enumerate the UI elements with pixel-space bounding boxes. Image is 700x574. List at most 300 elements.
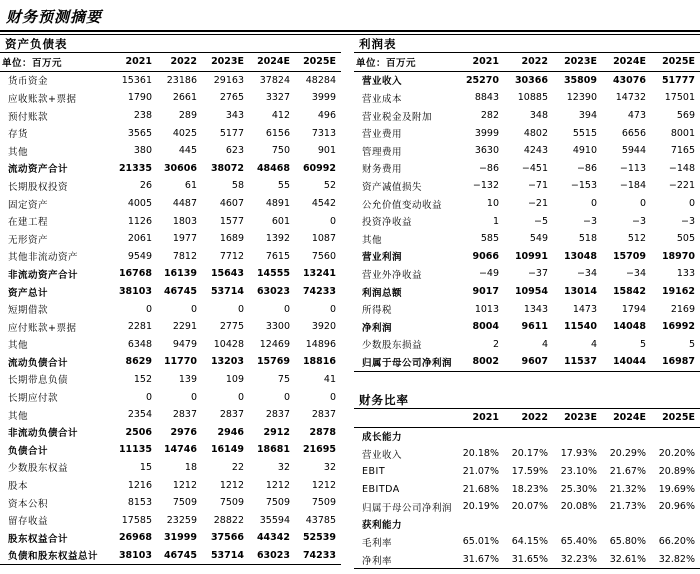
cell-value: 1689 [219, 233, 244, 245]
cell-value: 14555 [256, 268, 290, 280]
cell-value: 412 [271, 110, 290, 122]
cell-value: 16987 [651, 353, 700, 371]
table-row [354, 283, 700, 301]
row-label: 其他 [8, 146, 29, 158]
cell-value: 1212 [311, 479, 336, 491]
cell-value: 901 [317, 145, 336, 157]
cell-value: 109 [225, 373, 244, 385]
row-label: EBITDA [362, 483, 400, 495]
cell-value: 549 [529, 233, 548, 245]
cell-value: 623 [225, 145, 244, 157]
cell-value: 1212 [172, 479, 197, 491]
table-row [354, 124, 700, 142]
cell-value: 41 [323, 373, 336, 385]
table-row [354, 551, 700, 569]
cell-value: 14732 [615, 92, 646, 104]
cell-value: 15 [139, 461, 152, 473]
row-label: 固定资产 [8, 199, 49, 211]
cell-value: 4487 [172, 198, 197, 210]
cell-value: 18 [184, 461, 197, 473]
ratios-table [354, 408, 700, 569]
table-row [0, 212, 341, 230]
cell-value: 20.89% [658, 466, 695, 478]
cell-value: 11540 [563, 321, 597, 333]
cell-value: 4542 [311, 198, 336, 210]
table-row [354, 71, 700, 89]
table-header-row [354, 409, 700, 428]
cell-value: 74233 [295, 547, 341, 565]
cell-value: 2946 [217, 426, 244, 438]
cell-value: 31.67% [458, 551, 504, 569]
row-label: 财务费用 [362, 164, 403, 176]
cell-value [602, 427, 651, 445]
cell-value: 6656 [621, 127, 646, 139]
row-label: 留存收益 [8, 516, 49, 528]
cell-value: 46745 [157, 547, 202, 565]
cell-value: 348 [529, 110, 548, 122]
column-header: 2023E [553, 53, 602, 72]
cell-value: 20.18% [462, 448, 499, 460]
cell-value: 15709 [612, 250, 646, 262]
cell-value: 14896 [305, 338, 336, 350]
cell-value: 23.10% [560, 466, 597, 478]
row-label: 获利能力 [362, 520, 403, 532]
cell-value: 4802 [523, 127, 548, 139]
cell-value: 9611 [521, 321, 548, 333]
cell-value: 1803 [172, 215, 197, 227]
cell-value: 31999 [163, 532, 197, 544]
page-title-bar [0, 6, 700, 32]
table-row [354, 353, 700, 371]
cell-value: 14044 [602, 353, 651, 371]
cell-value: 19162 [661, 286, 695, 298]
row-label: 净利率 [354, 551, 458, 569]
table-row [0, 459, 341, 477]
row-label: 公允价值变动收益 [362, 199, 443, 211]
cell-value: 2291 [172, 321, 197, 333]
table-row [354, 300, 700, 318]
cell-value: 18.23% [511, 483, 548, 495]
cell-value [504, 516, 553, 534]
cell-value: 569 [676, 110, 695, 122]
cell-value: 7509 [172, 497, 197, 509]
cell-value: 2506 [125, 426, 152, 438]
table-row [354, 318, 700, 336]
table-row [0, 388, 341, 406]
cell-value: 25.30% [560, 483, 597, 495]
cell-value: 16139 [163, 268, 197, 280]
cell-value: 14746 [163, 444, 197, 456]
column-header: 2025E [295, 53, 341, 72]
row-label: 营业成本 [362, 93, 403, 105]
cell-value: 0 [190, 303, 197, 315]
cell-value: 1212 [219, 479, 244, 491]
cell-value: 15842 [612, 286, 646, 298]
cell-value: 32 [323, 461, 336, 473]
cell-value: 5944 [621, 145, 646, 157]
cell-value: 4005 [127, 198, 152, 210]
cell-value: 12469 [259, 338, 290, 350]
table-row [0, 265, 341, 283]
income-statement-table [354, 52, 700, 372]
row-label: 短期借款 [8, 305, 49, 317]
cell-value: 2976 [170, 426, 197, 438]
row-label: 投资净收益 [362, 217, 413, 229]
table-row [354, 463, 700, 481]
column-header: 2025E [651, 53, 700, 72]
cell-value: −132 [472, 180, 499, 192]
cell-value: −184 [619, 180, 646, 192]
row-label: 其他非流动资产 [8, 252, 79, 264]
cell-value: 473 [627, 110, 646, 122]
cell-value: 13241 [302, 268, 336, 280]
cell-value: 2 [492, 338, 499, 350]
cell-value: 2837 [265, 409, 290, 421]
cell-value: 20.29% [609, 448, 646, 460]
table-row [354, 445, 700, 463]
row-label: 利润总额 [362, 287, 403, 299]
cell-value: 52 [323, 180, 336, 192]
table-row [0, 195, 341, 213]
row-label: 归属于母公司净利润 [354, 353, 458, 371]
cell-value: 28822 [213, 514, 244, 526]
cell-value: 1392 [265, 233, 290, 245]
row-label: 少数股东损益 [362, 340, 423, 352]
cell-value: −21 [527, 198, 548, 210]
cell-value: 13048 [563, 250, 597, 262]
cell-value: 52539 [302, 532, 336, 544]
cell-value: 20.19% [462, 501, 499, 513]
cell-value: 8629 [125, 356, 152, 368]
title-divider-thin [0, 34, 700, 35]
cell-value: 1577 [219, 215, 244, 227]
cell-value: 2281 [127, 321, 152, 333]
cell-value: 43076 [612, 74, 646, 86]
cell-value: 1013 [474, 303, 499, 315]
cell-value: 51777 [661, 74, 695, 86]
cell-value: 53714 [210, 286, 244, 298]
ratios-panel [354, 392, 700, 569]
cell-value: 18816 [302, 356, 336, 368]
cell-value: 38103 [112, 547, 157, 565]
income-statement-title: 利润表 [359, 37, 397, 51]
row-label: 预付账款 [8, 111, 49, 123]
cell-value: 21335 [118, 162, 152, 174]
table-row [0, 283, 341, 301]
table-row [354, 230, 700, 248]
row-label: 管理费用 [362, 146, 403, 158]
table-row [0, 423, 341, 441]
cell-value: 1790 [127, 92, 152, 104]
row-label: 营业收入 [362, 449, 403, 461]
cell-value: 9607 [504, 353, 553, 371]
cell-value: 30606 [163, 162, 197, 174]
table-row [0, 71, 341, 89]
cell-value: 1212 [265, 479, 290, 491]
cell-value: 17585 [121, 514, 152, 526]
cell-value: 75 [277, 373, 290, 385]
table-row [0, 300, 341, 318]
table-row [0, 547, 341, 565]
cell-value: 445 [178, 145, 197, 157]
cell-value: 20.08% [560, 501, 597, 513]
cell-value: 37824 [259, 74, 290, 86]
cell-value: −3 [680, 215, 695, 227]
cell-value: 63023 [249, 547, 295, 565]
cell-value: 7712 [219, 250, 244, 262]
cell-value: 505 [676, 233, 695, 245]
table-row [0, 230, 341, 248]
row-label: 营业费用 [362, 129, 403, 141]
cell-value: 11770 [163, 356, 197, 368]
cell-value: 7165 [670, 145, 695, 157]
cell-value: 5515 [572, 127, 597, 139]
cell-value: −34 [576, 268, 597, 280]
row-label: 无形资产 [8, 234, 49, 246]
cell-value: 3999 [311, 92, 336, 104]
table-row [0, 494, 341, 512]
cell-value: 10 [486, 198, 499, 210]
cell-value: 4607 [219, 198, 244, 210]
column-header: 2021 [458, 53, 504, 72]
row-label: 资产减值损失 [362, 181, 423, 193]
cell-value: 4025 [172, 127, 197, 139]
cell-value: 11135 [118, 444, 152, 456]
cell-value: 32.61% [602, 551, 651, 569]
cell-value: 394 [578, 110, 597, 122]
cell-value: −49 [478, 268, 499, 280]
cell-value: 32 [277, 461, 290, 473]
cell-value: 5 [639, 338, 646, 350]
cell-value: 16992 [661, 321, 695, 333]
cell-value: 10954 [514, 286, 548, 298]
cell-value: 22 [231, 461, 244, 473]
header-unit-label: 单位：百万元 [0, 53, 112, 72]
cell-value: 15361 [121, 74, 152, 86]
cell-value: 16149 [210, 444, 244, 456]
cell-value: 3999 [474, 127, 499, 139]
cell-value: 66.20% [658, 536, 695, 548]
cell-value: 4243 [523, 145, 548, 157]
cell-value: −34 [625, 268, 646, 280]
cell-value [504, 427, 553, 445]
cell-value [458, 427, 504, 445]
row-label: 净利润 [362, 322, 393, 334]
cell-value: 2837 [311, 409, 336, 421]
cell-value: 0 [237, 391, 244, 403]
cell-value: 750 [271, 145, 290, 157]
table-row [0, 511, 341, 529]
row-label: 货币资金 [8, 76, 49, 88]
column-header: 2023E [553, 409, 602, 428]
cell-value: 64.15% [511, 536, 548, 548]
table-row [0, 160, 341, 178]
cell-value: 0 [688, 198, 695, 210]
cell-value: 25270 [465, 74, 499, 86]
cell-value: 21.67% [609, 466, 646, 478]
cell-value: 496 [317, 110, 336, 122]
cell-value: 17.93% [560, 448, 597, 460]
table-header-row [0, 53, 341, 72]
table-row [0, 476, 341, 494]
cell-value: 9017 [472, 286, 499, 298]
cell-value: −221 [668, 180, 695, 192]
cell-value: 55 [277, 180, 290, 192]
cell-value: 20.96% [658, 501, 695, 513]
table-row [0, 177, 341, 195]
cell-value [651, 516, 700, 534]
cell-value: 23259 [166, 514, 197, 526]
cell-value: 1794 [621, 303, 646, 315]
cell-value: 139 [178, 373, 197, 385]
cell-value: 20.20% [658, 448, 695, 460]
cell-value: 61 [184, 180, 197, 192]
table-row [354, 142, 700, 160]
cell-value: 48284 [305, 74, 336, 86]
cell-value: 20.17% [511, 448, 548, 460]
cell-value: 3300 [265, 321, 290, 333]
page-title: 财务预测摘要 [6, 8, 103, 26]
cell-value: 21.68% [462, 483, 499, 495]
header-unit-label: 单位：百万元 [354, 53, 458, 72]
cell-value: 19.69% [658, 483, 695, 495]
cell-value: 26968 [118, 532, 152, 544]
cell-value [553, 427, 602, 445]
cell-value: 4891 [265, 198, 290, 210]
cell-value: 4 [590, 338, 597, 350]
cell-value: 2775 [219, 321, 244, 333]
column-header: 2021 [112, 53, 157, 72]
row-label: 股本 [8, 481, 29, 493]
cell-value: 1 [492, 215, 499, 227]
cell-value: 21.73% [609, 501, 646, 513]
row-label: 长期带息负债 [8, 375, 69, 387]
column-header: 2023E [202, 53, 249, 72]
cell-value: 12390 [566, 92, 597, 104]
cell-value: −3 [631, 215, 646, 227]
cell-value: 2061 [127, 233, 152, 245]
cell-value [458, 516, 504, 534]
cell-value: 26 [139, 180, 152, 192]
cell-value: 53714 [202, 547, 249, 565]
cell-value: 6348 [127, 338, 152, 350]
cell-value: 2878 [309, 426, 336, 438]
cell-value: 4910 [572, 145, 597, 157]
table-row [0, 336, 341, 354]
cell-value: 4 [541, 338, 548, 350]
table-row [0, 248, 341, 266]
cell-value: 60992 [302, 162, 336, 174]
cell-value: 2837 [172, 409, 197, 421]
cell-value: 2765 [219, 92, 244, 104]
cell-value: 14048 [612, 321, 646, 333]
cell-value: 3920 [311, 321, 336, 333]
cell-value: 65.80% [609, 536, 646, 548]
table-row [354, 89, 700, 107]
column-header: 2024E [602, 409, 651, 428]
table-row [0, 406, 341, 424]
table-row [0, 89, 341, 107]
cell-value: 16768 [118, 268, 152, 280]
cell-value [651, 427, 700, 445]
row-label: 少数股东权益 [8, 463, 69, 475]
cell-value: 35594 [259, 514, 290, 526]
row-label: 其他 [362, 234, 383, 246]
column-header: 2025E [651, 409, 700, 428]
cell-value: 585 [480, 233, 499, 245]
cell-value: 1087 [311, 233, 336, 245]
cell-value: 43785 [305, 514, 336, 526]
cell-value: 0 [145, 391, 152, 403]
cell-value: 15643 [210, 268, 244, 280]
cell-value: 3565 [127, 127, 152, 139]
row-label: 所得税 [362, 305, 393, 317]
table-row [0, 441, 341, 459]
cell-value: 518 [578, 233, 597, 245]
table-row [0, 529, 341, 547]
column-header: 2024E [602, 53, 651, 72]
cell-value: 65.40% [560, 536, 597, 548]
row-label: 其他 [8, 410, 29, 422]
title-divider [0, 30, 700, 32]
row-label: 成长能力 [362, 432, 403, 444]
cell-value: 289 [178, 110, 197, 122]
table-row [0, 353, 341, 371]
balance-sheet-panel [0, 36, 341, 565]
table-row [0, 142, 341, 160]
cell-value: 37566 [210, 532, 244, 544]
cell-value: 74233 [302, 286, 336, 298]
row-label: 流动负债合计 [8, 357, 69, 369]
table-row [354, 480, 700, 498]
cell-value: 15769 [256, 356, 290, 368]
table-header-row [354, 53, 700, 72]
cell-value: −71 [527, 180, 548, 192]
cell-value: 1343 [523, 303, 548, 315]
row-label: 应收账款+票据 [8, 93, 77, 105]
cell-value: 512 [627, 233, 646, 245]
cell-value: 0 [190, 391, 197, 403]
cell-value: 17501 [664, 92, 695, 104]
cell-value: −86 [478, 162, 499, 174]
column-header: 2022 [504, 53, 553, 72]
cell-value: 9479 [172, 338, 197, 350]
row-label: 长期应付款 [8, 393, 59, 405]
row-label: 非流动负债合计 [8, 428, 79, 440]
income-statement-panel [354, 36, 700, 372]
cell-value: 8153 [127, 497, 152, 509]
table-row [354, 498, 700, 516]
table-row [354, 427, 700, 445]
cell-value: 38072 [210, 162, 244, 174]
cell-value: 21.07% [462, 466, 499, 478]
cell-value: 44342 [256, 532, 290, 544]
row-label: 营业税金及附加 [362, 111, 433, 123]
cell-value: −153 [570, 180, 597, 192]
cell-value: 7615 [265, 250, 290, 262]
table-row [354, 177, 700, 195]
row-label: 在建工程 [8, 217, 49, 229]
cell-value: 35809 [563, 74, 597, 86]
cell-value: 7313 [311, 127, 336, 139]
column-header: 2021 [458, 409, 504, 428]
row-label: 负债合计 [8, 445, 49, 457]
cell-value: 3630 [474, 145, 499, 157]
row-label: 归属于母公司净利润 [362, 502, 453, 514]
cell-value: −5 [533, 215, 548, 227]
cell-value: 7509 [311, 497, 336, 509]
cell-value: 0 [590, 198, 597, 210]
